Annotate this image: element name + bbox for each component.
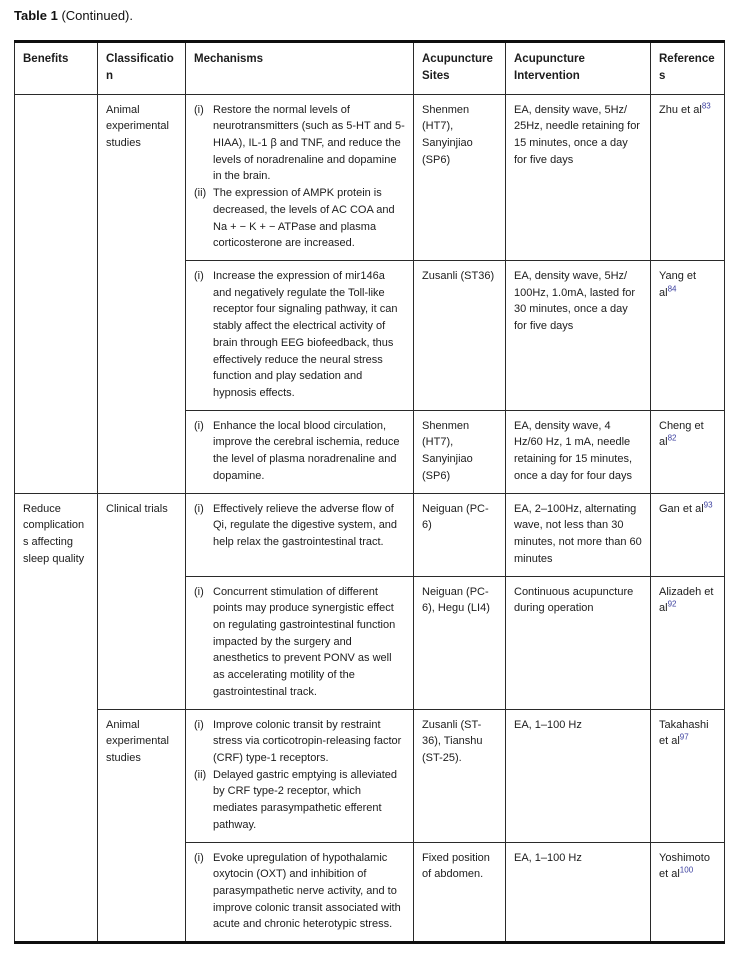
cell-mechanisms (186, 709, 414, 842)
mechanism-item-label: (ii) (194, 187, 207, 200)
cell-acupuncture-sites (414, 261, 506, 411)
mechanism-item-text: Concurrent stimulation of different points may produce synergistic effect on regulating gastrointestinal function impacted by the surgery and anesthetics to prevent PONV as well as accelerating motility of the gastrointestinal track. (213, 585, 396, 698)
mechanism-item-text: Improve colonic transit by restraint stress via corticotropin-releasing factor (CRF) type-1 receptors. (213, 718, 402, 764)
citation-link[interactable]: 93 (703, 499, 713, 509)
cell-acupuncture-intervention (506, 842, 651, 943)
acupuncture-intervention-text: EA, density wave, 4 Hz/60 Hz, 1 mA, needle retaining for 15 minutes, once a day for four days (514, 419, 633, 482)
column-header-references: References (651, 41, 725, 94)
table-body (15, 94, 725, 943)
citation-link[interactable]: 92 (667, 599, 677, 609)
table-header-row (15, 41, 725, 94)
reference-author-text: Gan et al (659, 502, 704, 515)
column-header-classification: Classification (98, 41, 186, 94)
mechanism-item (194, 268, 405, 402)
reference-author-text: Cheng et al (659, 419, 704, 449)
mechanism-item (194, 501, 405, 551)
cell-classification (98, 709, 186, 943)
citation-link[interactable]: 84 (667, 284, 677, 294)
reference-author-text: Zhu et al (659, 103, 702, 116)
table-head (15, 41, 725, 94)
mechanism-item-text: The expression of AMPK protein is decreased, the levels of AC COA and Na + − K + − ATPase and plasma corticosterone are increased. (213, 187, 395, 250)
reference-author-text: Yang et al (659, 270, 697, 299)
column-header-benefits: Benefits (15, 41, 98, 94)
cell-reference (651, 842, 725, 943)
cell-mechanisms (186, 842, 414, 943)
citation-link[interactable]: 82 (667, 433, 677, 443)
mechanism-item-label: (i) (194, 502, 204, 515)
reference-author-text: Yoshimoto et al (659, 851, 710, 881)
mechanism-item-label: (i) (194, 103, 204, 116)
cell-acupuncture-intervention (506, 94, 651, 260)
cell-reference (651, 709, 725, 842)
cell-mechanisms (186, 493, 414, 576)
mechanism-item-label: (i) (194, 585, 204, 598)
acupuncture-sites-text: Shenmen (HT7), Sanyinjiao (SP6) (422, 419, 473, 482)
cell-benefits (15, 94, 98, 493)
mechanism-item-label: (i) (194, 851, 204, 864)
acupuncture-intervention-text: EA, 1–100 Hz (514, 851, 582, 864)
cell-reference (651, 261, 725, 411)
table-row (15, 493, 725, 576)
acupuncture-intervention-text: EA, 2–100Hz, alternating wave, not less than 30 minutes, not more than 60 minutes (514, 502, 642, 565)
cell-mechanisms (186, 576, 414, 709)
column-header-acupuncture-sites: Acupuncture Sites (414, 41, 506, 94)
mechanism-item (194, 717, 405, 767)
table-title-continued: (Continued). (57, 8, 133, 23)
cell-acupuncture-intervention (506, 576, 651, 709)
citation-link[interactable]: 83 (701, 100, 711, 110)
mechanism-item-text: Delayed gastric emptying is alleviated by CRF type-2 receptor, which mediates parasympathetic efferent pathway. (213, 768, 398, 831)
citation-link[interactable]: 97 (679, 732, 689, 742)
reference-author-text: Takahashi et al (659, 718, 709, 748)
cell-reference (651, 94, 725, 260)
cell-acupuncture-intervention (506, 709, 651, 842)
mechanism-item-text: Effectively relieve the adverse flow of Qi, regulate the digestive system, and help relax the gastrointestinal tract. (213, 502, 398, 549)
acupuncture-sites-text: Zusanli (ST36) (422, 270, 495, 282)
cell-mechanisms (186, 94, 414, 260)
mechanism-item (194, 185, 405, 252)
acupuncture-intervention-text: Continuous acupuncture during operation (514, 585, 634, 615)
classification-text: Animal experimental studies (106, 718, 169, 764)
cell-acupuncture-sites (414, 842, 506, 943)
cell-classification (98, 94, 186, 493)
cell-acupuncture-sites (414, 94, 506, 260)
cell-acupuncture-sites (414, 709, 506, 842)
table-row (15, 709, 725, 842)
mechanism-item-label: (ii) (194, 768, 207, 781)
acupuncture-intervention-text: EA, density wave, 5Hz/ 100Hz, 1.0mA, lasted for 30 minutes, once a day for five days (514, 270, 636, 333)
table-title-number: Table 1 (14, 8, 58, 23)
benefits-text: Reduce complications affecting sleep quality (23, 502, 85, 565)
cell-acupuncture-intervention (506, 410, 651, 493)
mechanism-item-text: Enhance the local blood circulation, improve the cerebral ischemia, reduce the level of plasma noradrenaline and dopamine. (213, 419, 400, 482)
column-header-acupuncture-intervention: Acupuncture Intervention (506, 41, 651, 94)
mechanism-item-text: Restore the normal levels of neurotransmitters (such as 5-HT and 5-HIAA), IL-1 β and TNF, and reduce the levels of noradrenaline and dopamine in the brain. (213, 103, 405, 183)
cell-reference (651, 576, 725, 709)
table-row (15, 94, 725, 260)
mechanism-item (194, 584, 405, 701)
mechanism-item (194, 850, 405, 934)
table-title (14, 8, 724, 24)
cell-benefits (15, 493, 98, 943)
mechanism-item-label: (i) (194, 419, 204, 432)
cell-acupuncture-sites (414, 410, 506, 493)
classification-text: Animal experimental studies (106, 103, 169, 149)
cell-reference (651, 493, 725, 576)
cell-mechanisms (186, 261, 414, 411)
mechanism-item-label: (i) (194, 718, 204, 731)
classification-text: Clinical trials (106, 502, 168, 515)
mechanism-item (194, 767, 405, 834)
cell-acupuncture-sites (414, 493, 506, 576)
mechanism-item-label: (i) (194, 270, 204, 282)
mechanism-item-text: Evoke upregulation of hypothalamic oxytocin (OXT) and inhibition of parasympathetic nerve activity, and to improve colonic transit associated with acute and chronic heterotypic stress. (213, 851, 401, 931)
cell-acupuncture-intervention (506, 261, 651, 411)
acupuncture-sites-text: Neiguan (PC-6), Hegu (LI4) (422, 585, 490, 615)
cell-reference (651, 410, 725, 493)
mechanism-item (194, 418, 405, 485)
acupuncture-benefits-table (14, 40, 725, 945)
cell-acupuncture-sites (414, 576, 506, 709)
acupuncture-intervention-text: EA, density wave, 5Hz/ 25Hz, needle retaining for 15 minutes, once a day for five days (514, 103, 640, 166)
cell-classification (98, 493, 186, 709)
mechanism-item-text: Increase the expression of mir146a and negatively regulate the Toll-like receptor four signaling pathway, it can stably affect the electrical activity of brain through EEG biofeedback, thus effectively reduce the neural stress function and play sedation and hypnosis effects. (213, 270, 398, 400)
reference-author-text: Alizadeh et al (659, 585, 714, 615)
column-header-mechanisms: Mechanisms (186, 41, 414, 94)
citation-link[interactable]: 100 (679, 865, 694, 875)
acupuncture-sites-text: Fixed position of abdomen. (422, 851, 490, 881)
acupuncture-sites-text: Neiguan (PC-6) (422, 502, 489, 532)
cell-mechanisms (186, 410, 414, 493)
acupuncture-sites-text: Shenmen (HT7), Sanyinjiao (SP6) (422, 103, 473, 166)
acupuncture-sites-text: Zusanli (ST-36), Tianshu (ST-25). (422, 718, 483, 764)
cell-acupuncture-intervention (506, 493, 651, 576)
acupuncture-intervention-text: EA, 1–100 Hz (514, 718, 582, 731)
mechanism-item (194, 102, 405, 186)
